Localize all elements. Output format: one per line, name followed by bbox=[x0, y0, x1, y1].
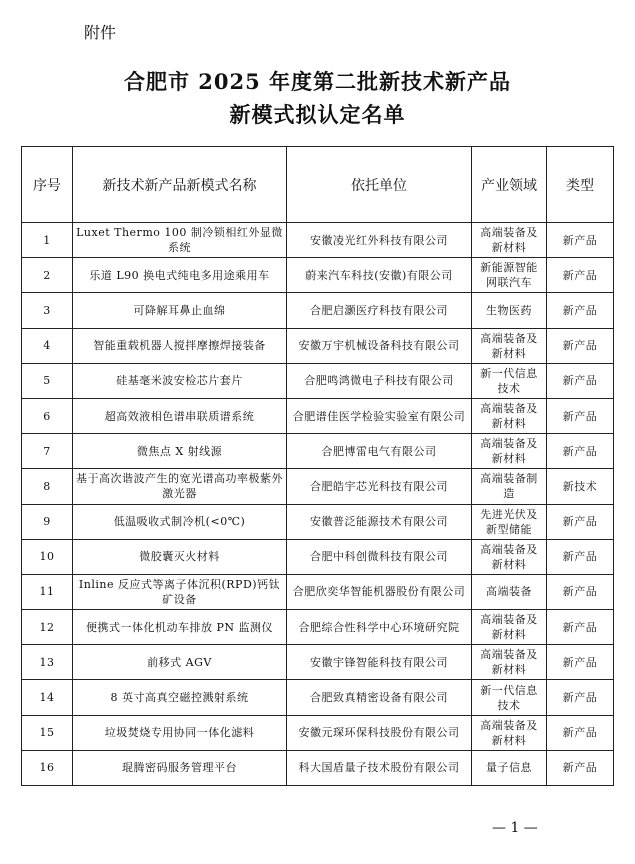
cell-type: 新产品 bbox=[547, 398, 614, 433]
cell-field: 新能源智能网联汽车 bbox=[472, 258, 547, 293]
cell-index: 10 bbox=[22, 539, 73, 574]
cell-company: 安徽凌光红外科技有限公司 bbox=[287, 223, 472, 258]
cell-name: 琨腾密码服务管理平台 bbox=[73, 750, 287, 785]
cell-index: 16 bbox=[22, 750, 73, 785]
cell-field: 高端装备及新材料 bbox=[472, 645, 547, 680]
table-row bbox=[22, 715, 614, 750]
cell-index: 13 bbox=[22, 645, 73, 680]
cell-company: 合肥鸣鸿微电子科技有限公司 bbox=[287, 363, 472, 398]
cell-name: 智能重载机器人搅拌摩擦焊接装备 bbox=[73, 328, 287, 363]
cell-name: 乐道 L90 换电式纯电多用途乘用车 bbox=[73, 258, 287, 293]
cell-name: 8 英寸高真空磁控溅射系统 bbox=[73, 680, 287, 715]
table-row bbox=[22, 223, 614, 258]
table-row bbox=[22, 610, 614, 645]
cell-type: 新产品 bbox=[547, 223, 614, 258]
header-type: 类型 bbox=[547, 147, 614, 223]
cell-type: 新产品 bbox=[547, 750, 614, 785]
cell-field: 新一代信息技术 bbox=[472, 680, 547, 715]
cell-field: 高端装备 bbox=[472, 574, 547, 609]
cell-name: 可降解耳鼻止血绵 bbox=[73, 293, 287, 328]
cell-company: 合肥启灏医疗科技有限公司 bbox=[287, 293, 472, 328]
cell-company: 蔚来汽车科技(安徽)有限公司 bbox=[287, 258, 472, 293]
cell-company: 安徽元琛环保科技股份有限公司 bbox=[287, 715, 472, 750]
cell-field: 高端装备及新材料 bbox=[472, 223, 547, 258]
cell-name: Inline 反应式等离子体沉积(RPD)钙钛矿设备 bbox=[73, 574, 287, 609]
cell-field: 高端装备制造 bbox=[472, 469, 547, 504]
cell-company: 科大国盾量子技术股份有限公司 bbox=[287, 750, 472, 785]
cell-field: 高端装备及新材料 bbox=[472, 610, 547, 645]
cell-type: 新产品 bbox=[547, 715, 614, 750]
header-company: 依托单位 bbox=[287, 147, 472, 223]
document-title-line-2: 新模式拟认定名单 bbox=[229, 102, 406, 127]
cell-field: 高端装备及新材料 bbox=[472, 398, 547, 433]
cell-index: 12 bbox=[22, 610, 73, 645]
table-body bbox=[22, 223, 614, 786]
table-row bbox=[22, 574, 614, 609]
cell-type: 新产品 bbox=[547, 610, 614, 645]
header-field: 产业领域 bbox=[472, 147, 547, 223]
cell-company: 合肥皓宇芯光科技有限公司 bbox=[287, 469, 472, 504]
table-row bbox=[22, 434, 614, 469]
cell-index: 3 bbox=[22, 293, 73, 328]
cell-company: 安徽普泛能源技术有限公司 bbox=[287, 504, 472, 539]
cell-field: 生物医药 bbox=[472, 293, 547, 328]
cell-type: 新产品 bbox=[547, 539, 614, 574]
cell-field: 高端装备及新材料 bbox=[472, 539, 547, 574]
table-row bbox=[22, 293, 614, 328]
cell-name: 微胶囊灭火材料 bbox=[73, 539, 287, 574]
document-title-line-1: 合肥市 2025 年度第二批新技术新产品 bbox=[123, 69, 512, 94]
cell-name: 微焦点 X 射线源 bbox=[73, 434, 287, 469]
cell-index: 5 bbox=[22, 363, 73, 398]
recognition-list-table bbox=[21, 146, 614, 786]
page-number: — 1 — bbox=[492, 820, 538, 836]
cell-index: 6 bbox=[22, 398, 73, 433]
cell-company: 安徽宇锋智能科技有限公司 bbox=[287, 645, 472, 680]
cell-type: 新产品 bbox=[547, 293, 614, 328]
cell-company: 合肥欣奕华智能机器股份有限公司 bbox=[287, 574, 472, 609]
cell-type: 新产品 bbox=[547, 258, 614, 293]
cell-type: 新产品 bbox=[547, 434, 614, 469]
cell-type: 新技术 bbox=[547, 469, 614, 504]
attachment-label: 附件 bbox=[84, 23, 117, 42]
cell-index: 1 bbox=[22, 223, 73, 258]
cell-index: 9 bbox=[22, 504, 73, 539]
cell-company: 安徽万宇机械设备科技有限公司 bbox=[287, 328, 472, 363]
table-row bbox=[22, 469, 614, 504]
cell-field: 新一代信息技术 bbox=[472, 363, 547, 398]
table-header-row bbox=[22, 147, 614, 223]
cell-field: 高端装备及新材料 bbox=[472, 715, 547, 750]
cell-name: 前移式 AGV bbox=[73, 645, 287, 680]
cell-field: 先进光伏及新型储能 bbox=[472, 504, 547, 539]
cell-name: 基于高次谐波产生的宽光谱高功率极紫外激光器 bbox=[73, 469, 287, 504]
cell-company: 合肥博雷电气有限公司 bbox=[287, 434, 472, 469]
cell-type: 新产品 bbox=[547, 680, 614, 715]
cell-index: 4 bbox=[22, 328, 73, 363]
cell-name: 低温吸收式制冷机(<0℃) bbox=[73, 504, 287, 539]
header-index: 序号 bbox=[22, 147, 73, 223]
table-row bbox=[22, 328, 614, 363]
table-row bbox=[22, 539, 614, 574]
table-row bbox=[22, 680, 614, 715]
cell-company: 合肥综合性科学中心环境研究院 bbox=[287, 610, 472, 645]
cell-index: 2 bbox=[22, 258, 73, 293]
table-row bbox=[22, 258, 614, 293]
cell-type: 新产品 bbox=[547, 363, 614, 398]
cell-name: 超高效液相色谱串联质谱系统 bbox=[73, 398, 287, 433]
cell-name: 便携式一体化机动车排放 PN 监测仪 bbox=[73, 610, 287, 645]
cell-field: 量子信息 bbox=[472, 750, 547, 785]
cell-company: 合肥致真精密设备有限公司 bbox=[287, 680, 472, 715]
cell-name: Luxet Thermo 100 制冷锁相红外显微系统 bbox=[73, 223, 287, 258]
cell-index: 8 bbox=[22, 469, 73, 504]
table-row bbox=[22, 645, 614, 680]
table-row bbox=[22, 398, 614, 433]
table-row bbox=[22, 363, 614, 398]
header-name: 新技术新产品新模式名称 bbox=[73, 147, 287, 223]
cell-index: 14 bbox=[22, 680, 73, 715]
cell-type: 新产品 bbox=[547, 645, 614, 680]
cell-name: 硅基毫米波安检芯片套片 bbox=[73, 363, 287, 398]
cell-type: 新产品 bbox=[547, 574, 614, 609]
cell-index: 7 bbox=[22, 434, 73, 469]
cell-type: 新产品 bbox=[547, 328, 614, 363]
cell-field: 高端装备及新材料 bbox=[472, 434, 547, 469]
table-row bbox=[22, 750, 614, 785]
cell-index: 11 bbox=[22, 574, 73, 609]
cell-company: 合肥谱佳医学检验实验室有限公司 bbox=[287, 398, 472, 433]
cell-type: 新产品 bbox=[547, 504, 614, 539]
cell-name: 垃圾焚烧专用协同一体化滤料 bbox=[73, 715, 287, 750]
cell-index: 15 bbox=[22, 715, 73, 750]
cell-field: 高端装备及新材料 bbox=[472, 328, 547, 363]
cell-company: 合肥中科创微科技有限公司 bbox=[287, 539, 472, 574]
table-row bbox=[22, 504, 614, 539]
